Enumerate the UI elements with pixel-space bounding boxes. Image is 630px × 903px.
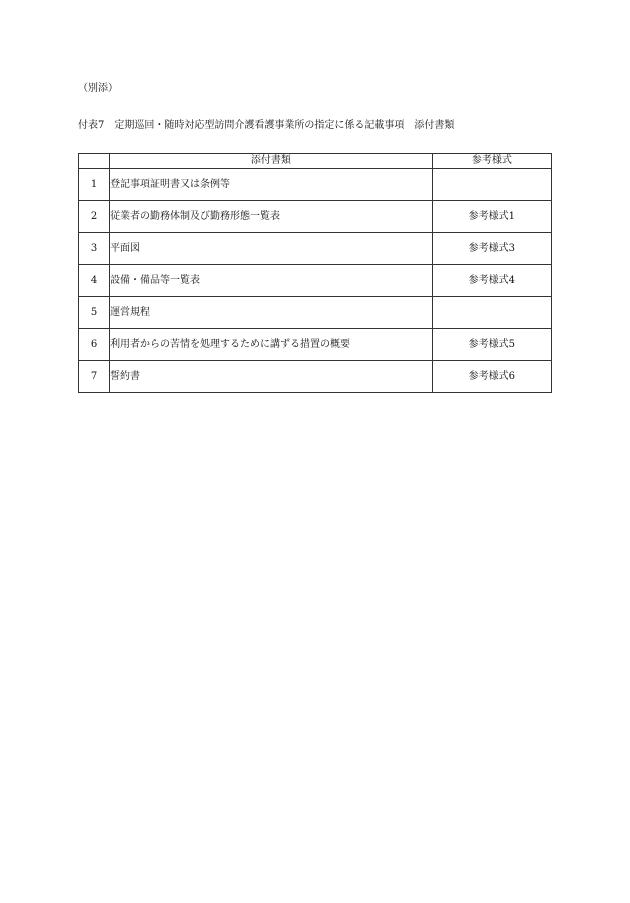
row-reference-form: 参考様式3 [432, 233, 551, 265]
row-reference-form: 参考様式1 [432, 201, 551, 233]
table-row [79, 265, 552, 297]
table-row [79, 201, 552, 233]
header-number [79, 154, 110, 169]
row-number: 1 [79, 169, 110, 201]
row-document: 設備・備品等一覧表 [110, 265, 433, 297]
row-document: 利用者からの苦情を処理するために講ずる措置の概要 [110, 329, 433, 361]
header-document: 添付書類 [110, 154, 433, 169]
table-header-row [79, 154, 552, 169]
row-reference-form: 参考様式5 [432, 329, 551, 361]
table-row [79, 329, 552, 361]
row-number: 3 [79, 233, 110, 265]
row-document: 運営規程 [110, 297, 433, 329]
row-number: 5 [79, 297, 110, 329]
row-number: 2 [79, 201, 110, 233]
row-number: 4 [79, 265, 110, 297]
annex-label: （別添） [78, 83, 118, 94]
row-number: 7 [79, 361, 110, 393]
row-reference-form: 参考様式6 [432, 361, 551, 393]
table-row [79, 297, 552, 329]
row-number: 6 [79, 329, 110, 361]
table-row [79, 233, 552, 265]
table-row [79, 361, 552, 393]
header-reference-form: 参考様式 [432, 154, 551, 169]
attachments-table [78, 153, 552, 393]
row-reference-form: 参考様式4 [432, 265, 551, 297]
table-row [79, 169, 552, 201]
row-document: 従業者の勤務体制及び勤務形態一覧表 [110, 201, 433, 233]
row-reference-form [432, 169, 551, 201]
row-reference-form [432, 297, 551, 329]
row-document: 登記事項証明書又は条例等 [110, 169, 433, 201]
row-document: 平面図 [110, 233, 433, 265]
page-title: 付表7 定期巡回・随時対応型訪問介護看護事業所の指定に係る記載事項 添付書類 [78, 120, 455, 131]
row-document: 誓約書 [110, 361, 433, 393]
